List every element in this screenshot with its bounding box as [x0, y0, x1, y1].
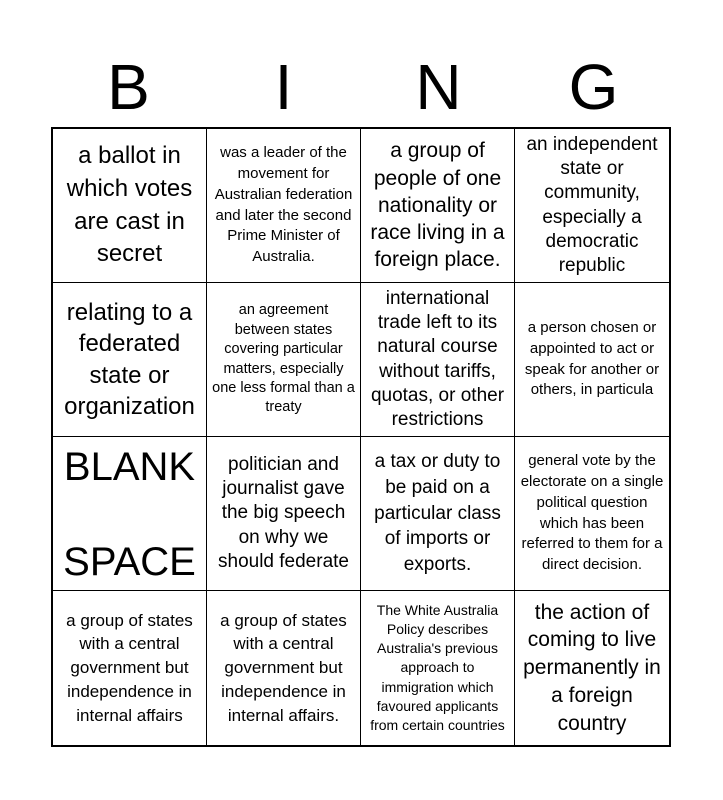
header-letter-g: G	[568, 51, 619, 123]
cell-text: a group of states with a central government but independence in internal affairs	[66, 610, 193, 725]
free-space-line1: BLANK	[63, 445, 196, 489]
cell-text: The White Australia Policy describes Australia's previous approach to immigration which favoured applicants from certain countries	[370, 602, 505, 733]
bingo-cell-r4-c4[interactable]	[515, 591, 669, 745]
bingo-cell-r1-c2[interactable]	[207, 129, 361, 283]
cell-text: international trade left to its natural course without tariffs, quotas, or other restrictions	[370, 287, 505, 431]
bingo-cell-r2-c3[interactable]	[361, 283, 515, 437]
cell-text: the action of coming to live permanently in a foreign country	[523, 600, 661, 735]
bingo-cell-r2-c4[interactable]	[515, 283, 669, 437]
bingo-cell-r3-c4[interactable]	[515, 437, 669, 591]
cell-text: an agreement between states covering particular matters, especially one less formal than a treaty	[212, 302, 355, 416]
header-letter-b: B	[107, 51, 150, 123]
cell-text: a group of states with a central government but independence in internal affairs.	[220, 610, 347, 725]
cell-text: politician and journalist gave the big speech on why we should federate	[218, 453, 349, 572]
cell-text: was a leader of the movement for Australian federation and later the second Prime Minister of Australia.	[214, 144, 353, 265]
bingo-cell-r2-c1[interactable]	[53, 283, 207, 437]
bingo-cell-r3-c3[interactable]	[361, 437, 515, 591]
bingo-cell-r1-c4[interactable]	[515, 129, 669, 283]
bingo-cell-r1-c3[interactable]	[361, 129, 515, 283]
cell-text: a tax or duty to be paid on a particular class of imports or exports.	[374, 450, 501, 576]
bingo-cell-r3-c2[interactable]	[207, 437, 361, 591]
cell-text: a person chosen or appointed to act or speak for another or others, in particula	[524, 319, 660, 399]
cell-text: a group of people of one nationality or race living in a foreign place.	[370, 139, 505, 272]
free-space-line2: SPACE	[63, 540, 196, 584]
header-letter-n: N	[415, 51, 462, 123]
bingo-cell-r4-c2[interactable]	[207, 591, 361, 745]
cell-text: general vote by the electorate on a single political question which has been referred to them for a direct decision.	[520, 452, 664, 573]
bingo-header	[51, 52, 671, 122]
bingo-cell-r1-c1[interactable]	[53, 129, 207, 283]
bingo-cell-r4-c3[interactable]	[361, 591, 515, 745]
header-letter-i: I	[274, 51, 293, 123]
cell-text: relating to a federated state or organization	[64, 299, 195, 420]
bingo-board	[51, 127, 671, 747]
bingo-cell-r4-c1[interactable]	[53, 591, 207, 745]
cell-text: a ballot in which votes are cast in secret	[66, 142, 193, 268]
bingo-cell-r2-c2[interactable]	[207, 283, 361, 437]
cell-text: an independent state or community, especially a democratic republic	[526, 133, 658, 277]
free-space-cell[interactable]	[53, 437, 207, 591]
